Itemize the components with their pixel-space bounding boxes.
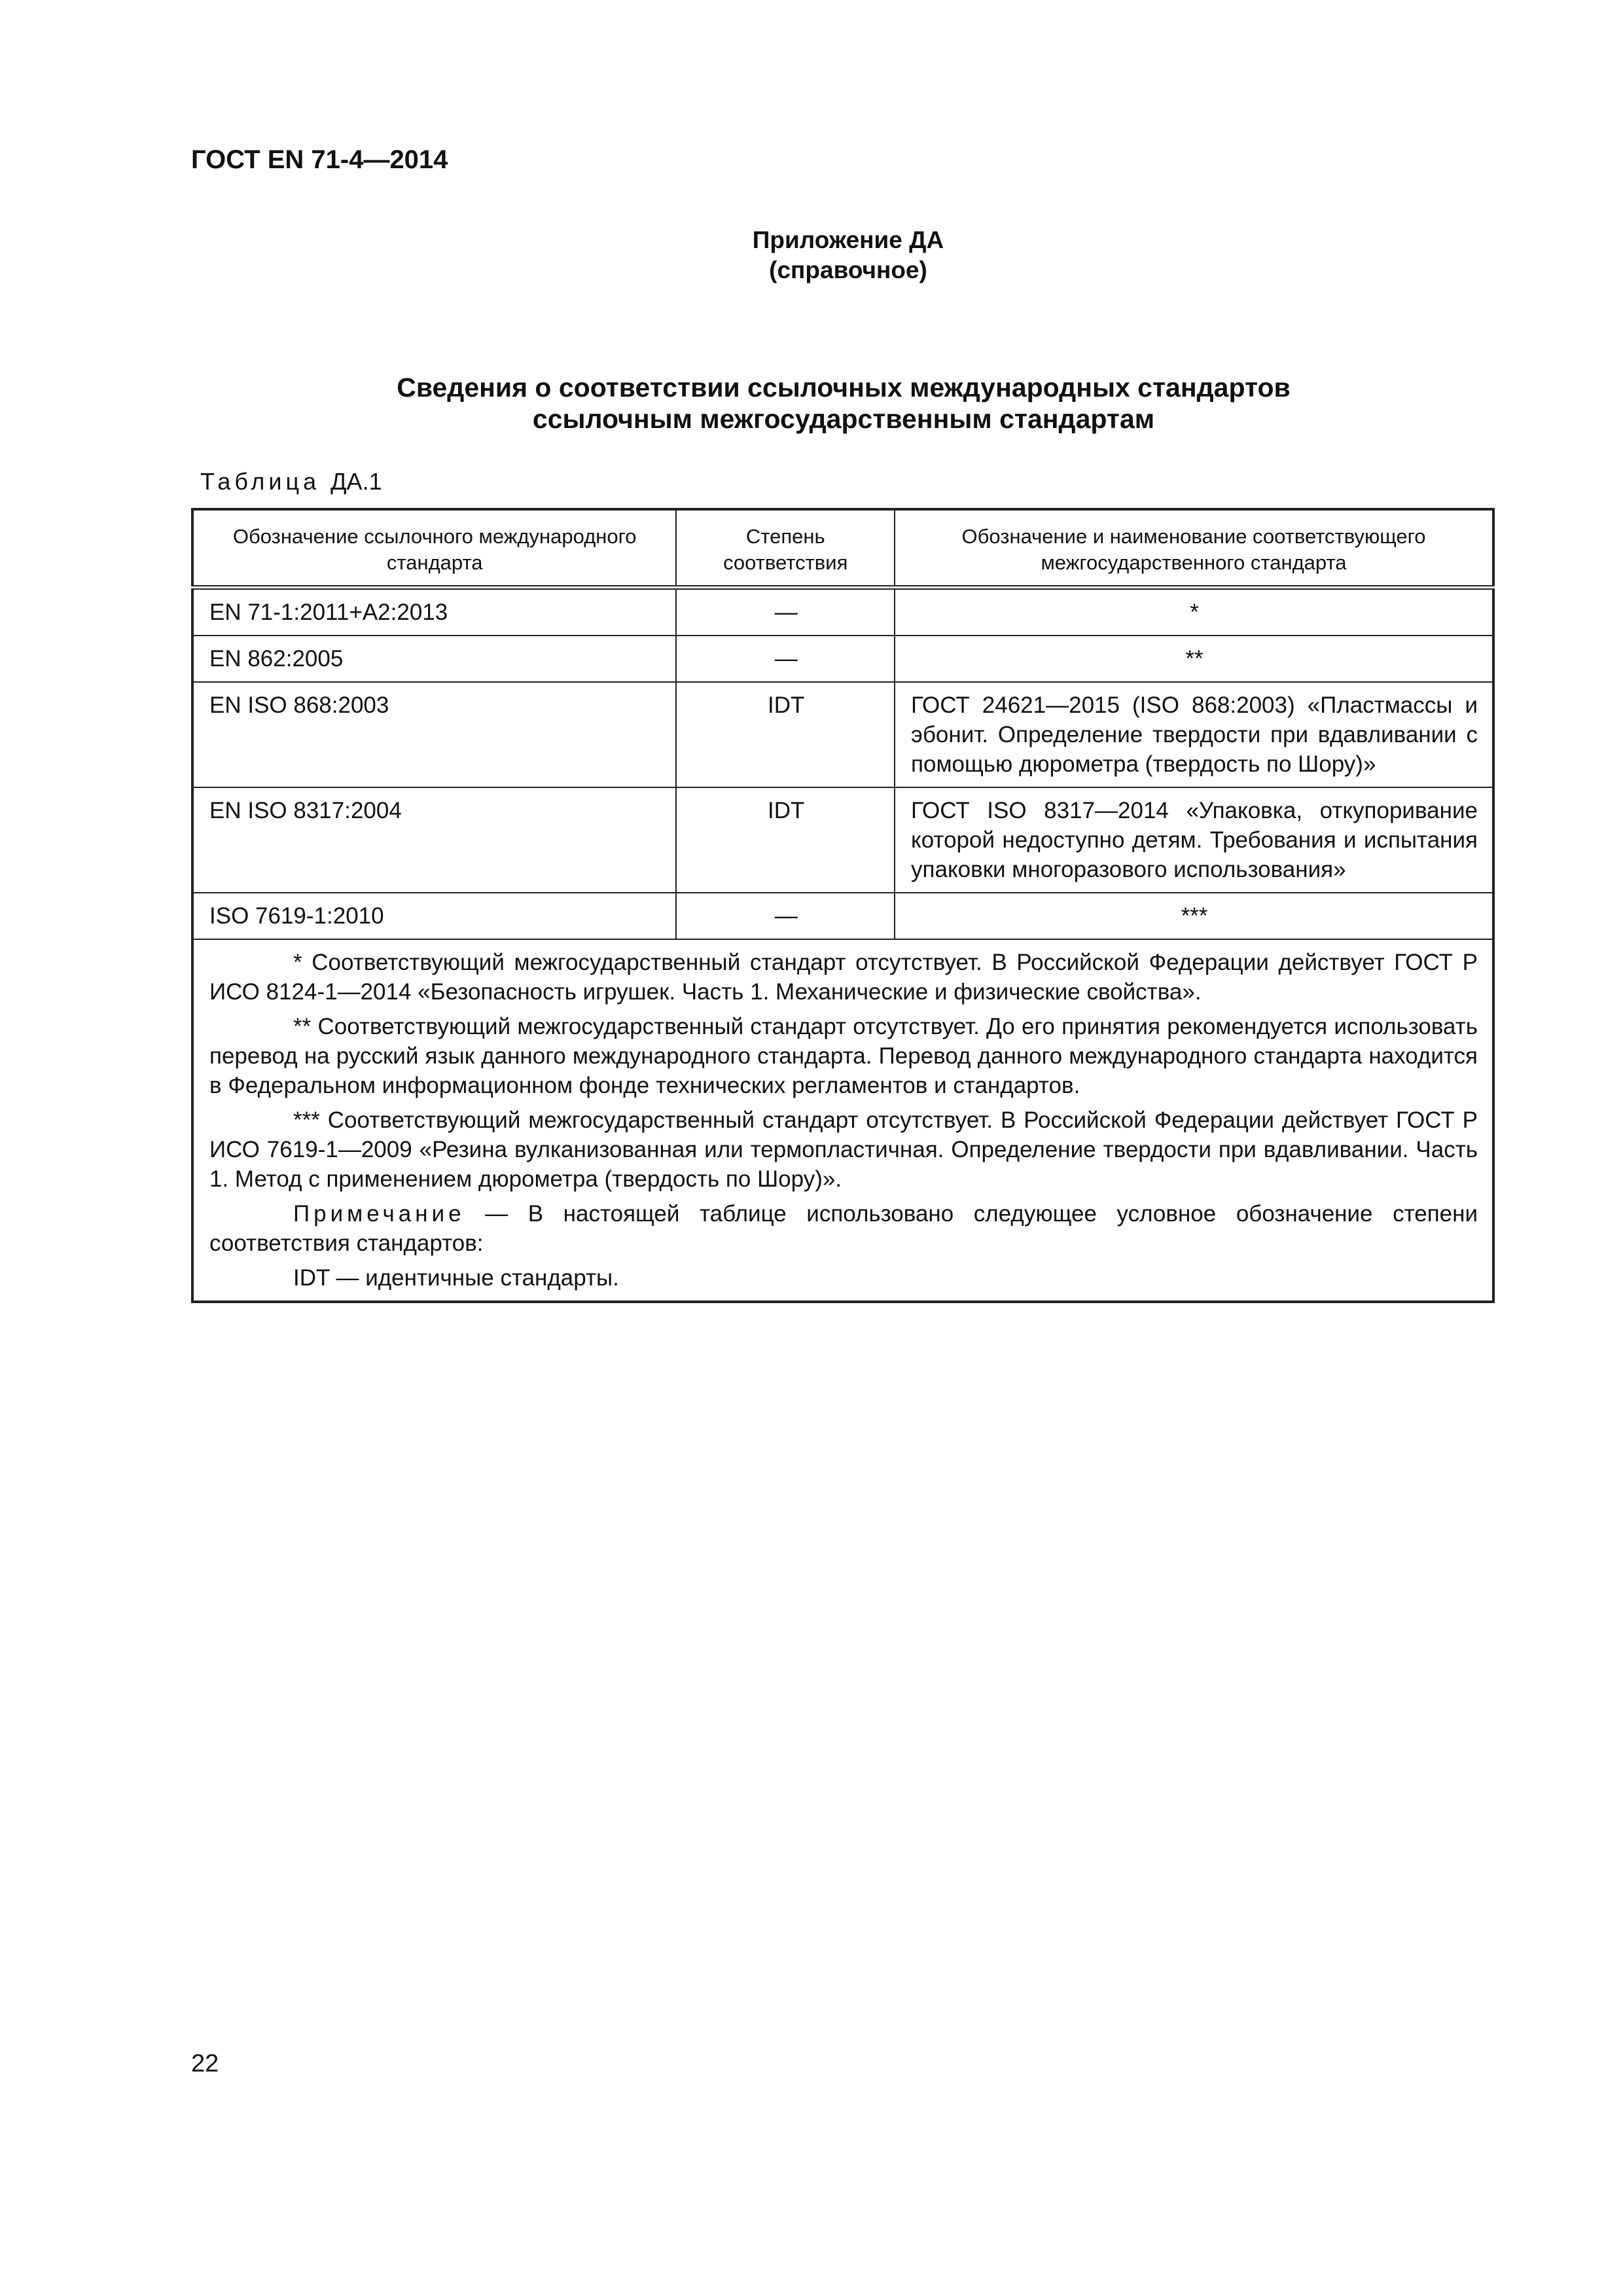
standards-correspondence-table: [191, 508, 1495, 1303]
cell-designation: ISO 7619-1:2010: [192, 893, 676, 939]
page-number: 22: [191, 2050, 219, 2077]
cell-designation: EN ISO 868:2003: [192, 682, 676, 787]
note-legend: IDT — идентичные стандарты.: [293, 1265, 619, 1291]
cell-degree: —: [676, 588, 895, 636]
cell-designation: EN 862:2005: [192, 636, 676, 682]
cell-equivalent: **: [895, 636, 1493, 682]
cell-equivalent: *: [895, 588, 1493, 636]
cell-equivalent: ГОСТ 24621—2015 (ISO 868:2003) «Пластмассы и эбонит. Определение твердости при вдавливании с помощью дюрометра (твердость по Шору)»: [895, 682, 1493, 787]
footnote-2: ** Соответствующий межгосударственный стандарт отсутствует. До его принятия рекомендуется использовать перевод на русский язык данного международного стандарта. Перевод данного международного стандарта находится в Федеральном информационном фонде технических регламентов и стандартов.: [209, 1014, 1478, 1098]
table-label: [200, 468, 382, 495]
document-code: ГОСТ EN 71-4—2014: [191, 145, 448, 174]
table-notes-row: [192, 939, 1493, 1302]
appendix-heading: [665, 225, 1031, 285]
cell-degree: —: [676, 893, 895, 939]
table-header-row: [192, 509, 1493, 588]
table-label-word: Таблица: [200, 468, 321, 495]
table-row: [192, 893, 1493, 939]
cell-equivalent: ***: [895, 893, 1493, 939]
table-row: [192, 636, 1493, 682]
table-row: [192, 787, 1493, 893]
section-title-line-2: ссылочным межгосударственным стандартам: [532, 404, 1155, 434]
note-text: — В настоящей таблице использовано следующее условное обозначение степени соответствия стандартов:: [209, 1201, 1478, 1256]
cell-equivalent: ГОСТ ISO 8317—2014 «Упаковка, откупоривание которой недоступно детям. Требования и испытания упаковки многоразового использования»: [895, 787, 1493, 893]
cell-degree: IDT: [676, 787, 895, 893]
appendix-kind: (справочное): [769, 257, 927, 283]
cell-degree: IDT: [676, 682, 895, 787]
footnote-3: *** Соответствующий межгосударственный стандарт отсутствует. В Российской Федерации действует ГОСТ Р ИСО 7619-1—2009 «Резина вулканизованная или термопластичная. Определение твердости при вдавливании. Часть 1. Метод с применением дюрометра (твердость по Шору)».: [209, 1107, 1478, 1192]
table-label-number: ДА.1: [330, 468, 382, 495]
cell-designation: EN 71-1:2011+A2:2013: [192, 588, 676, 636]
table-notes: [192, 939, 1493, 1302]
section-title: [191, 372, 1496, 435]
section-title-line-1: Сведения о соответствии ссылочных международных стандартов: [397, 372, 1291, 403]
table-row: [192, 588, 1493, 636]
table-note: [209, 1199, 1478, 1258]
appendix-title: Приложение ДА: [752, 226, 944, 253]
cell-designation: EN ISO 8317:2004: [192, 787, 676, 893]
cell-degree: —: [676, 636, 895, 682]
note-label: Примечание: [293, 1201, 465, 1227]
header-designation: Обозначение ссылочного международного стандарта: [192, 509, 676, 588]
table-row: [192, 682, 1493, 787]
header-equivalent: Обозначение и наименование соответствующего межгосударственного стандарта: [895, 509, 1493, 588]
footnote-1: * Соответствующий межгосударственный стандарт отсутствует. В Российской Федерации действует ГОСТ Р ИСО 8124-1—2014 «Безопасность игрушек. Часть 1. Механические и физические свойства».: [209, 950, 1478, 1005]
header-degree: Степень соответствия: [676, 509, 895, 588]
